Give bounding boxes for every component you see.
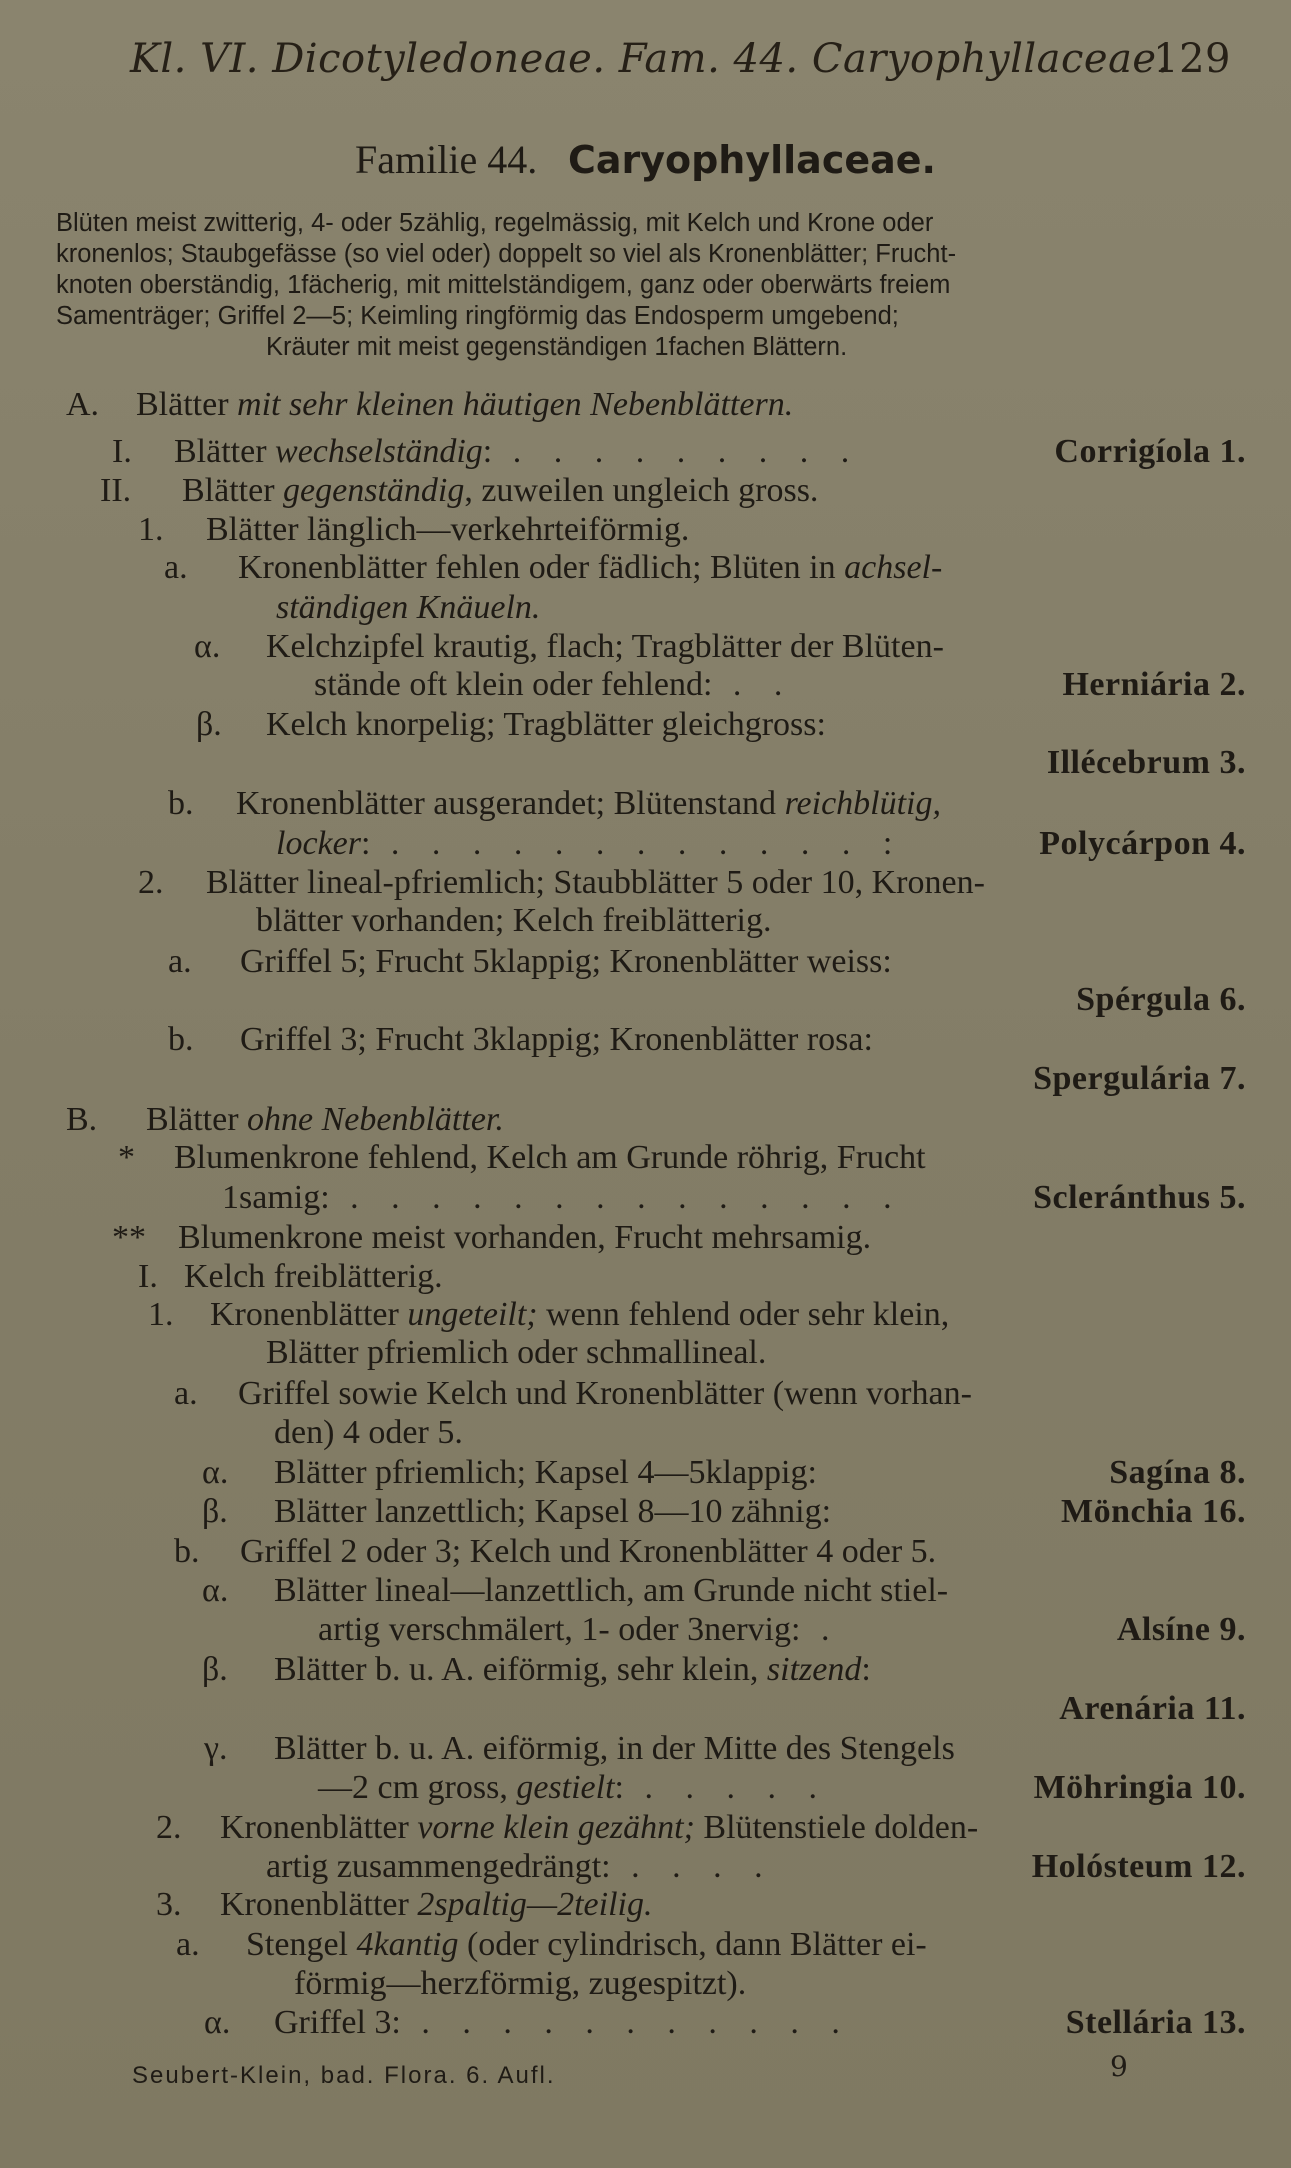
- key-line: [56, 1414, 1246, 1452]
- key-line: [56, 511, 1246, 549]
- description-line: knoten oberständig, 1fächerig, mit mittelständigem, ganz oder oberwärts freiem: [56, 271, 951, 299]
- key-text: [238, 549, 942, 587]
- key-text: [174, 1139, 926, 1177]
- key-marker: α.: [202, 1572, 229, 1609]
- genus-name: Alsíne 9.: [1116, 1611, 1246, 1648]
- key-text: [276, 825, 904, 863]
- key-line: [56, 1258, 1246, 1296]
- key-line: [56, 666, 1246, 704]
- key-line: [56, 1375, 1246, 1413]
- key-text: [266, 1334, 766, 1372]
- leader-dots: . . . . . . . . . . . . . .: [329, 1179, 904, 1216]
- key-marker: B.: [66, 1101, 98, 1138]
- key-marker: I.: [112, 433, 132, 470]
- key-pre: Kelch knorpelig; Tragblätter gleichgross:: [266, 706, 826, 743]
- key-text: [256, 902, 771, 940]
- key-text: [146, 1101, 504, 1139]
- key-em: ohne Nebenblätter.: [247, 1101, 504, 1138]
- key-marker: b.: [174, 1533, 200, 1570]
- key-pre: Blätter: [182, 472, 284, 509]
- key-marker: *: [118, 1139, 135, 1176]
- key-post: wenn fehlend oder sehr klein,: [537, 1296, 950, 1333]
- key-line: [56, 1651, 1246, 1689]
- leader-dots: . . . . .: [623, 1769, 829, 1806]
- key-marker: a.: [176, 1926, 200, 1963]
- description-line: Blüten meist zwitterig, 4- oder 5zählig, regelmässig, mit Kelch und Krone oder: [56, 209, 934, 237]
- genus-name: Polycárpon 4.: [1039, 825, 1246, 862]
- key-line: [56, 785, 1246, 823]
- key-line: [56, 1334, 1246, 1372]
- key-marker: a.: [174, 1375, 198, 1412]
- genus-name: Mönchia 16.: [1061, 1493, 1246, 1530]
- key-line: [56, 1219, 1246, 1257]
- key-marker: 2.: [156, 1809, 182, 1846]
- key-line: [56, 549, 1246, 587]
- key-line: [56, 825, 1246, 863]
- key-text: [220, 1886, 653, 1924]
- key-text: [274, 1730, 955, 1768]
- key-marker: **: [112, 1219, 146, 1256]
- key-line: [56, 943, 1246, 981]
- key-text: [178, 1219, 871, 1257]
- key-text: [266, 628, 944, 666]
- key-marker: 1.: [148, 1296, 174, 1333]
- key-line: [56, 1690, 1246, 1728]
- key-line: [56, 1454, 1246, 1492]
- key-pre: 1samig:: [222, 1179, 330, 1216]
- key-text: [294, 1965, 746, 2003]
- key-pre: Blätter pfriemlich; Kapsel 4—5klappig:: [274, 1454, 817, 1491]
- key-line: [56, 1493, 1246, 1531]
- key-text: [314, 666, 794, 704]
- key-text: [238, 1375, 972, 1413]
- key-line: [56, 1533, 1246, 1571]
- key-em: 4kantig: [356, 1926, 459, 1963]
- genus-name: Corrigíola 1.: [1054, 433, 1246, 470]
- key-marker: I.: [138, 1258, 158, 1295]
- signature-mark: 9: [1110, 2050, 1128, 2083]
- genus-name: Herniária 2.: [1062, 666, 1246, 703]
- key-em: locker: [276, 825, 361, 862]
- key-text: [266, 1848, 775, 1886]
- key-line: [56, 706, 1246, 744]
- key-line: [56, 1965, 1246, 2003]
- key-marker: 3.: [156, 1886, 182, 1923]
- key-em: 2spaltig—2teilig.: [417, 1886, 653, 1923]
- running-title: Kl. VI. Dicotyledoneae. Fam. 44. Caryophyllaceae.: [130, 36, 1170, 82]
- leader-dots: . . . .: [610, 1848, 775, 1885]
- key-marker: α.: [204, 2004, 231, 2041]
- key-text: [266, 706, 826, 744]
- key-text: [220, 1809, 978, 1847]
- key-line: [56, 1769, 1246, 1807]
- key-marker: b.: [168, 1021, 194, 1058]
- key-line: [56, 981, 1246, 1019]
- key-em: gegenständig: [283, 472, 465, 509]
- key-line: [56, 1060, 1246, 1098]
- key-text: [240, 1533, 936, 1571]
- key-pre: Blätter: [174, 433, 276, 470]
- key-pre: artig verschmälert, 1- oder 3nervig:: [318, 1611, 801, 1648]
- key-marker: β.: [202, 1651, 228, 1688]
- key-post: :: [614, 1769, 624, 1806]
- description-line: kronenlos; Staubgefässe (so viel oder) doppelt so viel als Kronenblätter; Frucht-: [56, 240, 957, 268]
- key-text: [240, 943, 892, 981]
- key-pre: Blätter b. u. A. eiförmig, in der Mitte des Stengels: [274, 1730, 955, 1767]
- family-description: [56, 208, 1236, 363]
- key-marker: 2.: [138, 864, 164, 901]
- key-pre: Blumenkrone meist vorhanden, Frucht mehrsamig.: [178, 1219, 872, 1256]
- key-line: [56, 1572, 1246, 1610]
- genus-name: Scleránthus 5.: [1033, 1179, 1246, 1216]
- key-marker: a.: [168, 943, 192, 980]
- key-text: [210, 1296, 949, 1334]
- key-text: [246, 1926, 927, 1964]
- key-marker: α.: [202, 1454, 229, 1491]
- key-pre: Griffel 3; Frucht 3klappig; Kronenblätter rosa:: [240, 1021, 873, 1058]
- key-marker: b.: [168, 785, 194, 822]
- key-text: [182, 472, 818, 510]
- leader-dots: . .: [712, 666, 795, 703]
- key-marker: a.: [164, 549, 188, 586]
- key-post: :: [482, 433, 493, 470]
- key-marker: γ.: [204, 1730, 228, 1767]
- key-line: [56, 589, 1246, 627]
- key-text: [174, 433, 861, 471]
- key-pre: Kronenblätter: [210, 1296, 408, 1333]
- key-pre: Kelch freiblätterig.: [184, 1258, 443, 1295]
- key-pre: Griffel 5; Frucht 5klappig; Kronenblätter weiss:: [240, 943, 892, 980]
- genus-name: Spergulária 7.: [1033, 1060, 1246, 1097]
- key-pre: förmig—herzförmig, zugespitzt).: [294, 1965, 747, 2002]
- key-marker: β.: [202, 1493, 228, 1530]
- key-text: [318, 1611, 841, 1649]
- leader-dots: . . . . . . . . .: [492, 433, 862, 470]
- key-text: [274, 1493, 831, 1531]
- genus-name: Holósteum 12.: [1031, 1848, 1246, 1885]
- leader-dots: . . . . . . . . . . . . :: [370, 825, 905, 862]
- genus-name: Möhringia 10.: [1033, 1769, 1246, 1806]
- key-marker: 1.: [138, 511, 164, 548]
- key-text: [276, 589, 540, 627]
- key-text: [274, 1651, 871, 1689]
- key-post: Blütenstiele dolden-: [694, 1809, 979, 1846]
- key-marker: α.: [194, 628, 221, 665]
- key-pre: Stengel: [246, 1926, 357, 1963]
- genus-name: Spérgula 6.: [1076, 981, 1246, 1018]
- key-line: [56, 864, 1246, 902]
- imprint-footer: Seubert-Klein, bad. Flora. 6. Aufl.: [132, 2062, 556, 2089]
- key-post: (oder cylindrisch, dann Blätter ei-: [458, 1926, 927, 1963]
- family-label: Familie 44.: [355, 137, 538, 182]
- key-text: [240, 1021, 873, 1059]
- key-pre: Kronenblätter: [220, 1809, 418, 1846]
- key-pre: Blätter: [146, 1101, 248, 1138]
- genus-name: Illécebrum 3.: [1046, 744, 1246, 781]
- key-em: ungeteilt;: [407, 1296, 538, 1333]
- key-text: [184, 1258, 443, 1296]
- key-line: [56, 1139, 1246, 1177]
- key-pre: Blätter: [136, 386, 238, 423]
- genus-name: Arenária 11.: [1059, 1690, 1246, 1727]
- key-pre: den) 4 oder 5.: [274, 1414, 463, 1451]
- key-text: [236, 785, 941, 823]
- key-pre: blätter vorhanden; Kelch freiblätterig.: [256, 902, 772, 939]
- key-line: [56, 1021, 1246, 1059]
- key-line: [56, 902, 1246, 940]
- key-line: [56, 744, 1246, 782]
- description-line: Kräuter mit meist gegenständigen 1fachen Blättern.: [266, 333, 848, 361]
- key-pre: Kronenblätter ausgerandet; Blütenstand: [236, 785, 785, 822]
- key-pre: artig zusammengedrängt:: [266, 1848, 611, 1885]
- key-line: [56, 433, 1246, 471]
- key-line: [56, 1179, 1246, 1217]
- key-pre: Kronenblätter fehlen oder fädlich; Blüten in: [238, 549, 845, 586]
- key-em: ständigen Knäueln.: [276, 589, 541, 626]
- key-marker: II.: [100, 472, 132, 509]
- key-text: [206, 511, 689, 549]
- key-pre: stände oft klein oder fehlend:: [314, 666, 713, 703]
- key-line: [56, 2004, 1246, 2042]
- key-pre: Blätter lanzettlich; Kapsel 8—10 zähnig:: [274, 1493, 832, 1530]
- description-line: Samenträger; Griffel 2—5; Keimling ringförmig das Endosperm umgebend;: [56, 302, 899, 330]
- key-em: achsel-: [844, 549, 943, 586]
- key-line: [56, 1886, 1246, 1924]
- key-line: [56, 1848, 1246, 1886]
- key-text: [136, 386, 793, 424]
- key-line: [56, 1926, 1246, 1964]
- running-header: [130, 36, 1231, 86]
- key-pre: Blätter lineal—lanzettlich, am Grunde nicht stiel-: [274, 1572, 949, 1609]
- key-marker: β.: [196, 706, 222, 743]
- key-em: vorne klein gezähnt;: [417, 1809, 695, 1846]
- key-text: [318, 1769, 829, 1807]
- key-text: [274, 1414, 463, 1452]
- key-post: :: [360, 825, 371, 862]
- key-line: [56, 386, 1246, 424]
- key-em: reichblütig,: [784, 785, 941, 822]
- key-em: gestielt: [516, 1769, 615, 1806]
- key-post: :: [861, 1651, 871, 1688]
- key-line: [56, 472, 1246, 510]
- key-text: [222, 1179, 904, 1217]
- key-em: mit sehr kleinen häutigen Nebenblättern.: [237, 386, 794, 423]
- key-text: [206, 864, 985, 902]
- key-line: [56, 1296, 1246, 1334]
- key-text: [274, 2004, 852, 2042]
- key-em: sitzend: [766, 1651, 862, 1688]
- key-pre: Blätter länglich—verkehrteiförmig.: [206, 511, 690, 548]
- key-pre: Blätter b. u. A. eiförmig, sehr klein,: [274, 1651, 767, 1688]
- key-pre: Griffel 2 oder 3; Kelch und Kronenblätter 4 oder 5.: [240, 1533, 937, 1570]
- key-text: [274, 1572, 948, 1610]
- key-line: [56, 1809, 1246, 1847]
- key-pre: —2 cm gross,: [318, 1769, 517, 1806]
- key-pre: Kelchzipfel krautig, flach; Tragblätter der Blüten-: [266, 628, 944, 665]
- key-line: [56, 628, 1246, 666]
- key-pre: Griffel sowie Kelch und Kronenblätter (wenn vorhan-: [238, 1375, 972, 1412]
- key-pre: Blumenkrone fehlend, Kelch am Grunde röhrig, Frucht: [174, 1139, 926, 1176]
- leader-dots: .: [800, 1611, 842, 1648]
- key-text: [274, 1454, 817, 1492]
- key-line: [56, 1611, 1246, 1649]
- key-pre: Blätter pfriemlich oder schmallineal.: [266, 1334, 767, 1371]
- key-pre: Kronenblätter: [220, 1886, 418, 1923]
- family-name: Caryophyllaceae.: [567, 138, 936, 182]
- genus-name: Stellária 13.: [1065, 2004, 1246, 2041]
- leader-dots: . . . . . . . . . . .: [400, 2004, 852, 2041]
- key-line: [56, 1101, 1246, 1139]
- key-marker: A.: [66, 386, 100, 423]
- key-pre: Griffel 3:: [274, 2004, 401, 2041]
- key-line: [56, 1730, 1246, 1768]
- key-post: , zuweilen ungleich gross.: [464, 472, 819, 509]
- genus-name: Sagína 8.: [1109, 1454, 1246, 1491]
- key-pre: Blätter lineal-pfriemlich; Staubblätter 5 oder 10, Kronen-: [206, 864, 985, 901]
- page-number: 129: [1153, 36, 1231, 82]
- key-em: wechselständig: [275, 433, 483, 470]
- family-heading: [0, 136, 1291, 183]
